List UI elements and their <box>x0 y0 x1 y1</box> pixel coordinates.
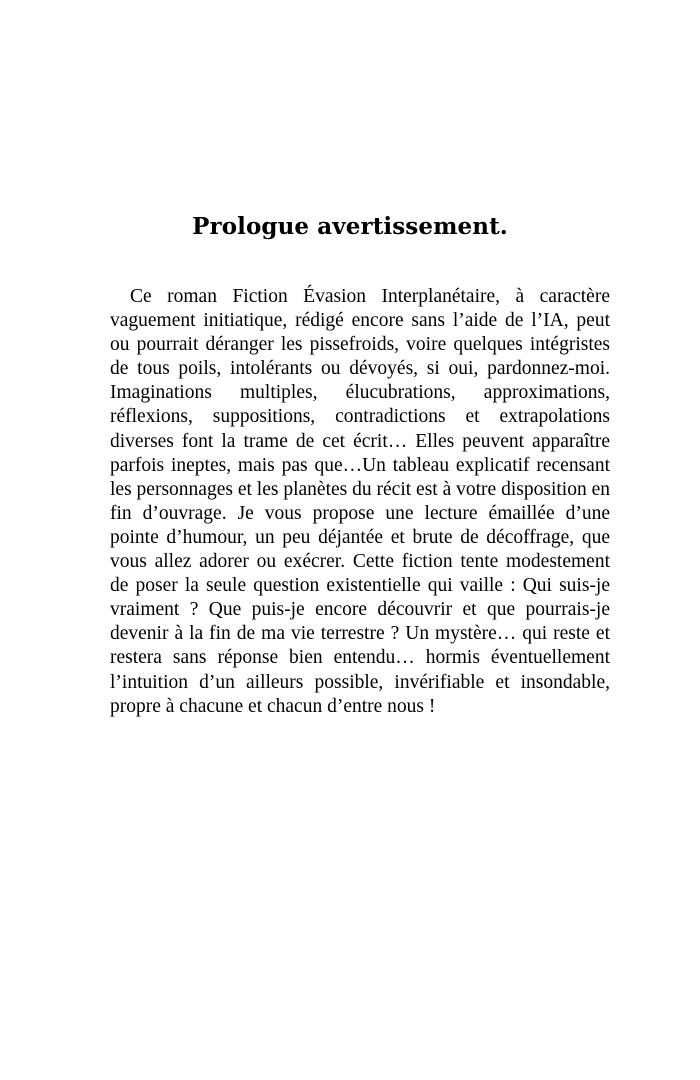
page-title: Prologue avertissement. <box>192 213 508 240</box>
prologue-paragraph: Ce roman Fiction Évasion Interplanétaire, à caractère vaguement initiatique, rédigé encore sans l’aide de l’IA, peut ou pourrait déranger les pissefroids, voire quelques intégristes de tous poils, intolérants ou dévoyés, si oui, pardonnez-moi. Imaginations multiples, élucubrations, approximations, réflexions, suppositions, contradictions et extrapolations diverses font la trame de cet écrit… Elles peuvent apparaître parfois ineptes, mais pas que…Un tableau explicatif recensant les personnages et les planètes du récit est à votre disposition en fin d’ouvrage. Je vous propose une lecture émaillée d’une pointe d’humour, un peu déjantée et brute de décoffrage, que vous allez adorer ou exécrer. Cette fiction tente modestement de poser la seule question existentielle qui vaille : Qui suis-je vraiment ? Que puis-je encore découvrir et que pourrais-je devenir à la fin de ma vie terrestre ? Un mystère… qui reste et restera sans réponse bien entendu… hormis éventuellement l’intuition d’un ailleurs possible, invérifiable et insondable, propre à chacune et chacun d’entre nous ! <box>110 286 610 717</box>
